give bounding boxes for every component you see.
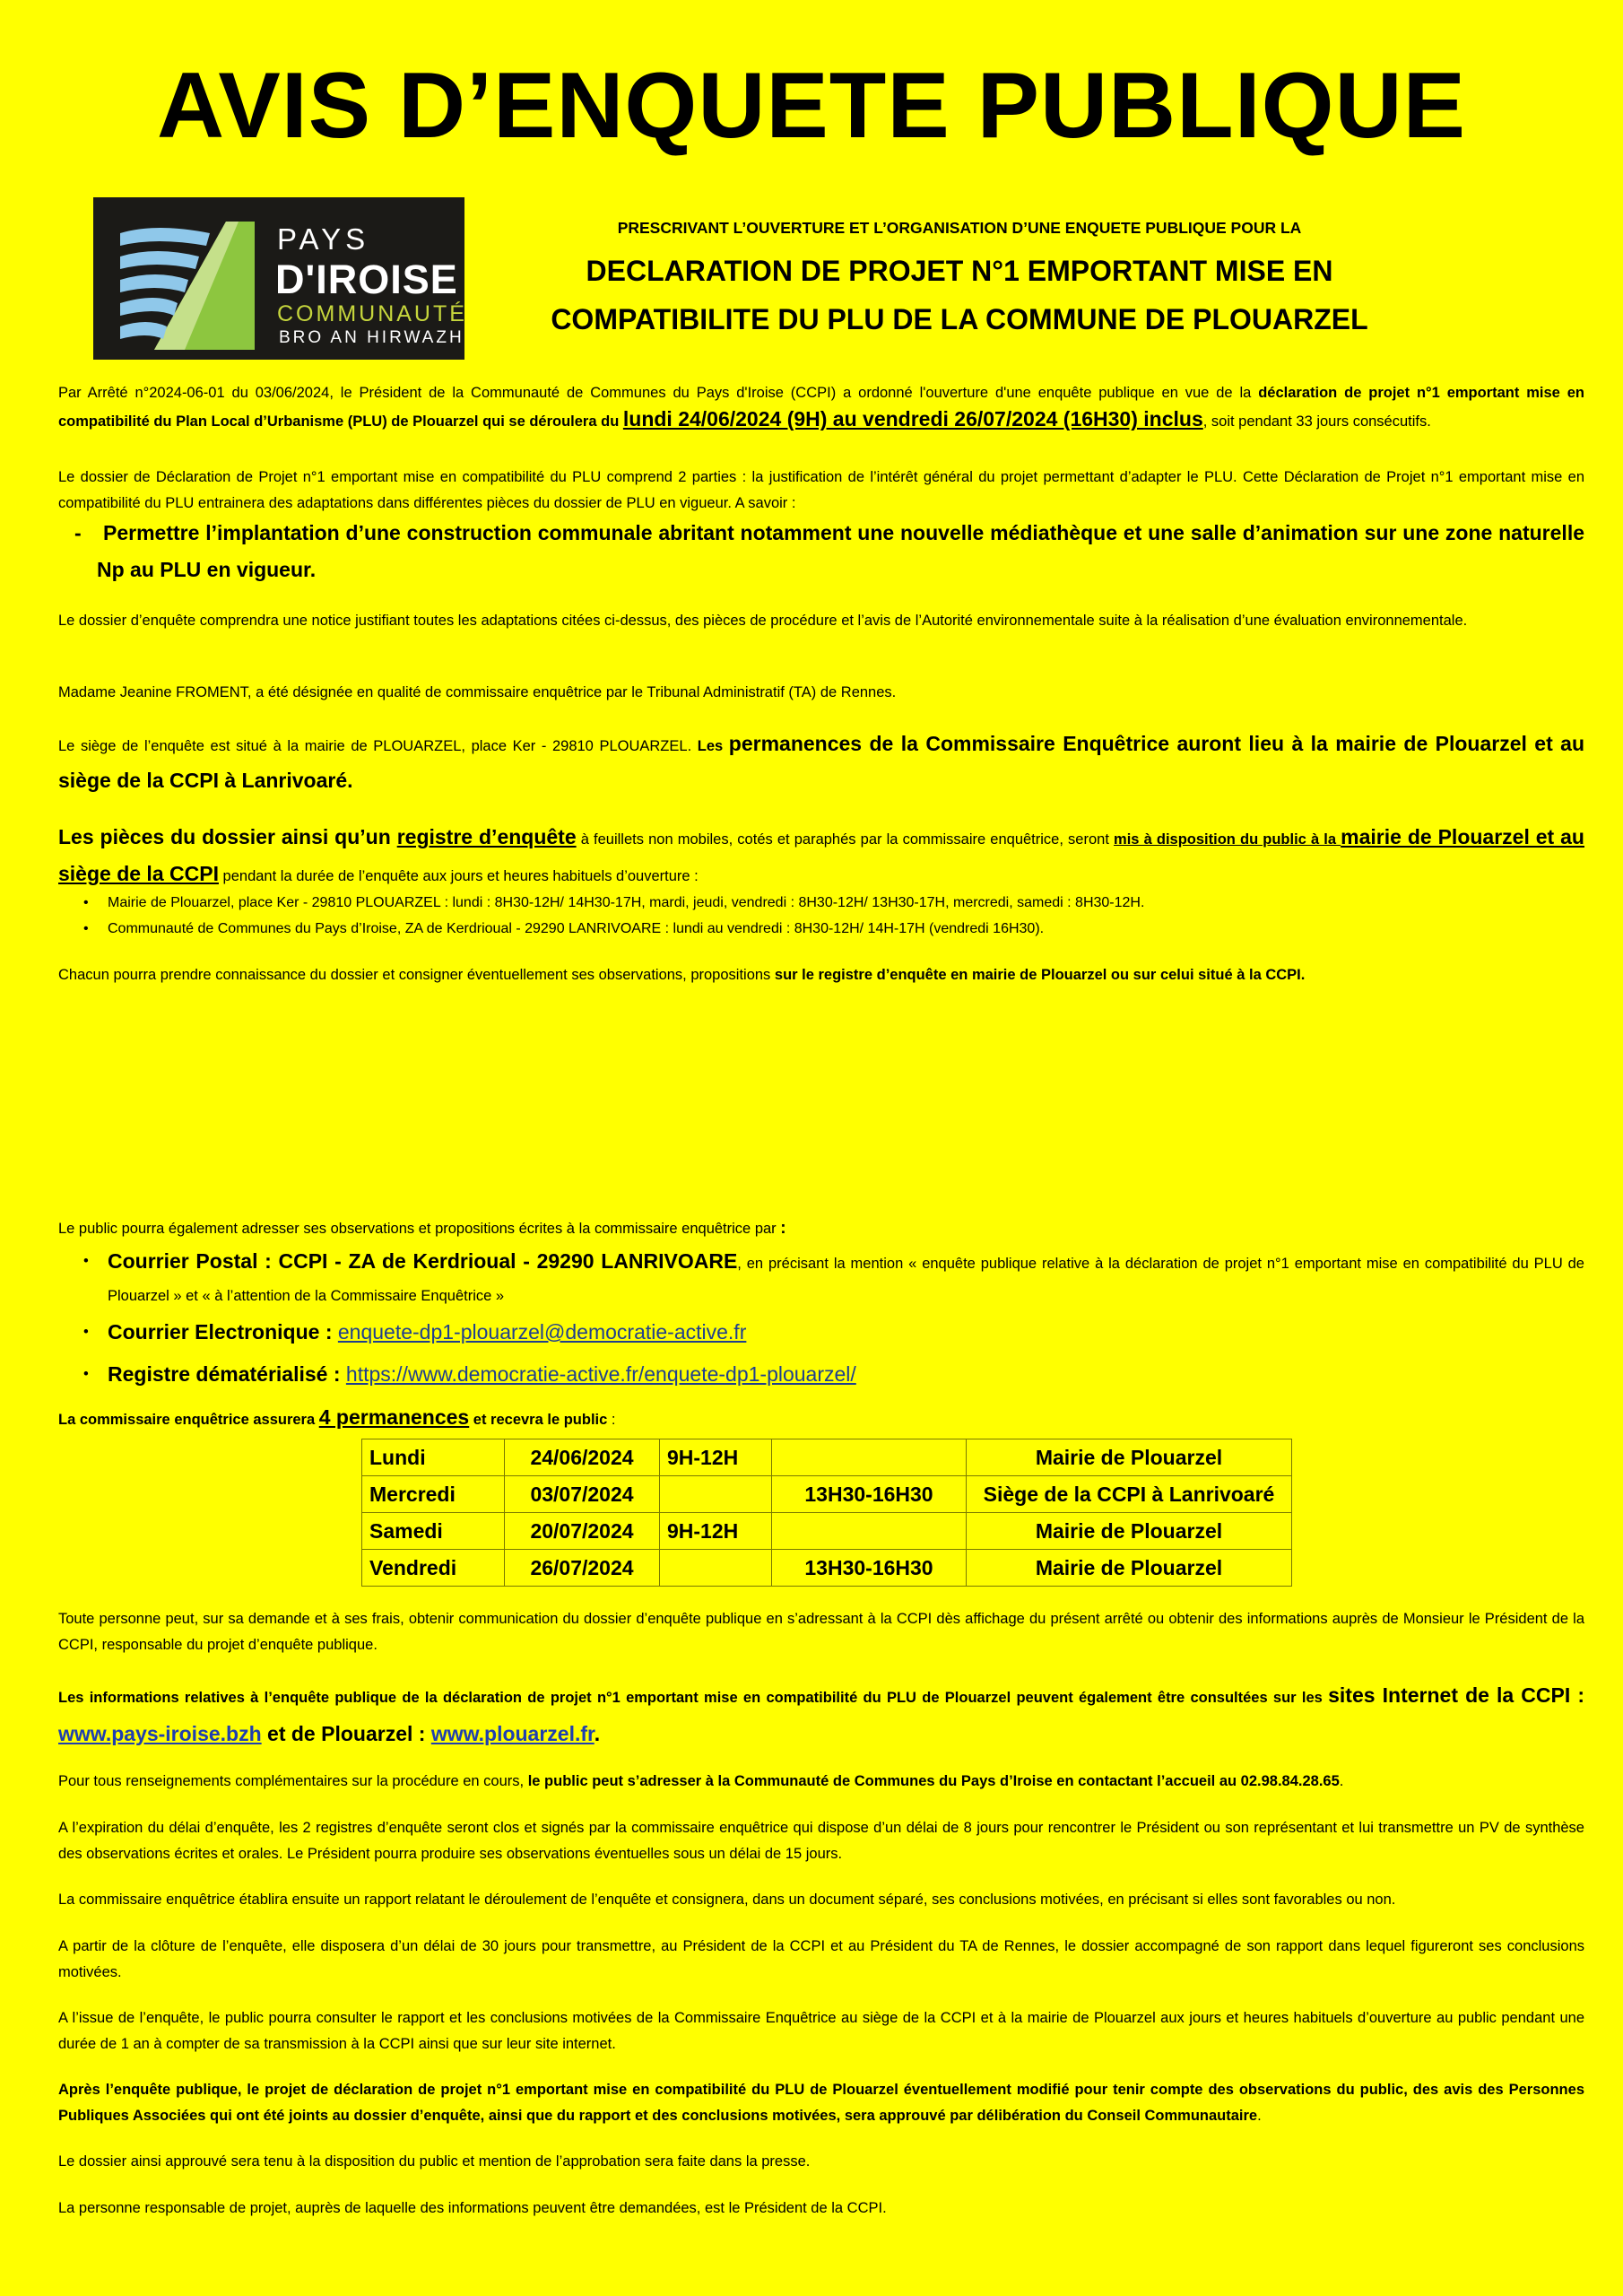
list-item [74,515,1584,588]
subheading-small: PRESCRIVANT L’OUVERTURE ET L’ORGANISATION D’UNE ENQUETE PUBLIQUE POUR LA [617,219,1302,237]
logo-text-pays: PAYS [277,222,370,256]
cell-afternoon: 13H30-16H30 [772,1476,967,1513]
text-big: et de Plouarzel : [261,1722,431,1745]
permanences-lieux: permanences de la Commissaire Enquêtrice auront lieu à la mairie de Plouarzel et au siège de la CCPI à Lanrivoaré. [58,732,1584,792]
list-item-text: Permettre l’implantation d’une construction communale abritant notamment une nouvelle médiathèque et une salle d’animation sur une zone naturelle Np au PLU en vigueur. [97,521,1584,581]
text: : [607,1412,616,1428]
registre-label: Registre dématérialisé : [108,1362,346,1386]
text: à feuillets non mobiles, cotés et paraphés par la commissaire enquêtrice, seront [576,831,1115,848]
paragraph-observations [58,1215,1584,1242]
registre-enquete: registre d’enquête [396,825,577,848]
text-bold: déclaration de projet n°1 emportant mise en compatibilité du Plan Local d’Urbanisme (PLU) de Plouarzel qui se déroulera du [58,385,1584,430]
text: Pour tous renseignements complémentaires sur la procédure en cours, [58,1773,528,1789]
cell-day: Lundi [362,1439,505,1476]
text: pendant la durée de l’enquête aux jours et heures habituels d’ouverture : [218,868,699,884]
list-item-registre [58,1354,1584,1396]
subheading-line2: COMPATIBILITE DU PLU DE LA COMMUNE DE PLOUARZEL [551,303,1368,335]
text-bold-underline: mis à disposition du public à la [1114,831,1341,848]
paragraph-arrete [58,380,1584,435]
paragraph-siege [58,726,1584,800]
registre-link[interactable]: https://www.democratie-active.fr/enquete-dp1-plouarzel/ [345,1362,856,1386]
list-item-email [58,1312,1584,1354]
cell-date: 26/07/2024 [505,1550,660,1587]
postal-text: , en précisant la mention « enquête publique relative à la déclaration de projet n°1 emportant mise en compatibilité du PLU de Plouarzel » et « à l’attention de la Commissaire Enquêtrice » [108,1256,1584,1304]
logo-text-communaute: COMMUNAUTÉ [277,301,467,326]
paragraph-dossier: Le dossier de Déclaration de Projet n°1 emportant mise en compatibilité du PLU comprend 2 parties : la justification de l’intérêt général du projet permettant d’adapter le PLU. Cette Déclaration de Projet n°1 emportant mise en compatibilité du PLU entrainera des adaptations dans différentes pièces du dossier de PLU en vigueur. A savoir : [58,469,1584,511]
subheading-line1: DECLARATION DE PROJET N°1 EMPORTANT MISE EN [586,255,1333,287]
list-item: • Communauté de Communes du Pays d’Iroise, ZA de Kerdrioual - 29290 LANRIVOARE : lundi au vendredi : 8H30-12H/ 14H-17H (vendredi 16H30). [58,916,1584,942]
dash-bullet: - [74,521,82,544]
text-bold: et recevra le public [469,1412,608,1428]
text-bold: : [780,1219,786,1238]
cell-date: 24/06/2024 [505,1439,660,1476]
cell-date: 20/07/2024 [505,1513,660,1550]
logo-waves-icon [93,197,273,360]
cell-place: Siège de la CCPI à Lanrivoaré [967,1476,1292,1513]
cell-morning [660,1550,772,1587]
paragraph-expiration: A l’expiration du délai d’enquête, les 2 registres d’enquête seront clos et signés par la commissaire enquêtrice qui dispose d’un délai de 8 jours pour rencontrer le Président ou son représentant et lui transmettre un PV de synthèse des observations écrites et orales. Le Président pourra produire ses observations éventuelles sous un délai de 15 jours. [58,1820,1584,1862]
cell-afternoon [772,1439,967,1476]
text-big: sites Internet de la CCPI : [1328,1683,1584,1707]
cell-day: Mercredi [362,1476,505,1513]
paragraph-consultation-rapport: A l’issue de l’enquête, le public pourra consulter le rapport et les conclusions motivées de la Commissaire Enquêtrice au siège de la CCPI et à la mairie de Plouarzel aux jours et heures habituels d’ouverture au public pendant une durée de 1 an à compter de sa transmission à la CCPI ainsi que sur leur site internet. [58,2010,1584,2052]
paragraph-notice: Le dossier d’enquête comprendra une notice justifiant toutes les adaptations citées ci-dessus, des pièces de procédure et l’avis de l’Autorité environnementale suite à la réalisation d’une évaluation environnementale. [58,613,1468,629]
paragraph-consultation [58,962,1584,988]
text: Le public pourra également adresser ses observations et propositions écrites à la commissaire enquêtrice par [58,1221,781,1237]
table-row [362,1476,1292,1513]
paragraph-commissaire: Madame Jeanine FROMENT, a été désignée en qualité de commissaire enquêtrice par le Tribunal Administratif (TA) de Rennes. [58,684,897,700]
text-bold: le public peut s’adresser à la Communauté de Communes du Pays d’Iroise en contactant l’accueil au 02.98.84.28.65 [527,1773,1340,1789]
cell-place: Mairie de Plouarzel [967,1550,1292,1587]
text: . [1339,1773,1344,1789]
plouarzel-website-link[interactable]: www.plouarzel.fr [430,1722,595,1745]
text-bold: Les [697,738,729,754]
permanences-table [361,1439,1292,1587]
paragraph-rapport: La commissaire enquêtrice établira ensuite un rapport relatant le déroulement de l’enquête et consignera, dans un document séparé, ses conclusions motivées, en précisant si elles sont favorables ou non. [58,1892,1396,1908]
paragraph-responsable: La personne responsable de projet, auprès de laquelle des informations peuvent être demandées, est le Président de la CCPI. [58,2200,887,2216]
text-bold: Les informations relatives à l’enquête publique de la déclaration de projet n°1 emportant mise en compatibilité du PLU de Plouarzel peuvent également être consultées sur les [58,1690,1329,1706]
paragraph-permanences-intro [58,1405,1584,1433]
cell-place: Mairie de Plouarzel [967,1513,1292,1550]
text: Par Arrêté n°2024-06-01 du 03/06/2024, le Président de la Communauté de Communes du Pays d'Iroise (CCPI) a ordonné l'ouverture d'une enquête publique en vue de la [58,385,1259,401]
cell-place: Mairie de Plouarzel [967,1439,1292,1476]
paragraph-pieces [58,820,1584,893]
cell-morning [660,1476,772,1513]
pays-iroise-logo [93,197,467,360]
paragraph-cloture: A partir de la clôture de l’enquête, elle disposera d’un délai de 30 jours pour transmettre, au Président de la CCPI et au Président du TA de Rennes, le dossier accompagné de son rapport dans lequel figureront ses conclusions motivées. [58,1938,1584,1980]
ccpi-website-link[interactable]: www.pays-iroise.bzh [58,1722,262,1745]
logo-text-bro: BRO AN HIRWAZH [279,328,464,347]
cell-day: Vendredi [362,1550,505,1587]
contact-list [58,1245,1584,1396]
cell-date: 03/07/2024 [505,1476,660,1513]
table-row [362,1513,1292,1550]
postal-label: Courrier Postal : CCPI - ZA de Kerdrioual - 29290 LANRIVOARE [108,1249,738,1273]
dossier-list [74,515,1584,588]
text-bold: Les pièces du dossier ainsi qu’un [58,825,397,848]
paragraph-apres-enquete [58,2077,1584,2129]
text-big: . [594,1722,601,1745]
email-link[interactable]: enquete-dp1-plouarzel@democratie-active.fr [337,1320,747,1344]
cell-afternoon [772,1513,967,1550]
permanences-count: 4 permanences [318,1405,470,1429]
page-title: AVIS D’ENQUETE PUBLIQUE [157,54,1466,158]
list-item: • Mairie de Plouarzel, place Ker - 29810 PLOUARZEL : lundi : 8H30-12H/ 14H30-17H, mardi, jeudi, vendredi : 8H30-12H/ 13H30-17H, mercredi, samedi : 8H30-12H. [58,890,1584,916]
paragraph-renseignements [58,1769,1584,1795]
text-bold: La commissaire enquêtrice assurera [58,1412,319,1428]
email-label: Courrier Electronique : [108,1320,338,1344]
paragraph-communication: Toute personne peut, sur sa demande et à ses frais, obtenir communication du dossier d’enquête publique en s’adressant à la CCPI dès affichage du présent arrêté ou obtenir des informations auprès de Monsieur le Président de la CCPI, responsable du projet d’enquête publique. [58,1611,1584,1653]
cell-day: Samedi [362,1513,505,1550]
list-item-postal [58,1245,1584,1312]
cell-afternoon: 13H30-16H30 [772,1550,967,1587]
text: Chacun pourra prendre connaissance du dossier et consigner éventuellement ses observations, propositions [58,967,775,983]
text: Le siège de l’enquête est situé à la mairie de PLOUARZEL, place Ker - 29810 PLOUARZEL. [58,738,698,754]
paragraph-sites [58,1677,1584,1754]
cell-morning: 9H-12H [660,1439,772,1476]
table-row [362,1550,1292,1587]
text: , soit pendant 33 jours consécutifs. [1202,413,1431,430]
text-bold: Après l’enquête publique, le projet de déclaration de projet n°1 emportant mise en compatibilité du PLU de Plouarzel éventuellement modifié pour tenir compte des observations du public, des avis des Personnes Publiques Associées qui ont été joints au dossier d’enquête, ainsi que du rapport et des conclusions motivées, sera approuvé par délibération du Conseil Communautaire [58,2082,1584,2124]
enquete-dates: lundi 24/06/2024 (9H) au vendredi 26/07/2024 (16H30) inclus [622,407,1203,430]
table-row [362,1439,1292,1476]
horaires-list [58,890,1584,942]
text: . [1257,2108,1262,2124]
cell-morning: 9H-12H [660,1513,772,1550]
paragraph-approuve: Le dossier ainsi approuvé sera tenu à la disposition du public et mention de l’approbation sera faite dans la presse. [58,2153,811,2170]
lieux-disposition: mairie de Plouarzel et au siège de la CCPI [58,825,1584,885]
logo-text-diroise: D'IROISE [275,257,458,302]
text-bold: sur le registre d’enquête en mairie de Plouarzel ou sur celui situé à la CCPI. [774,967,1306,983]
